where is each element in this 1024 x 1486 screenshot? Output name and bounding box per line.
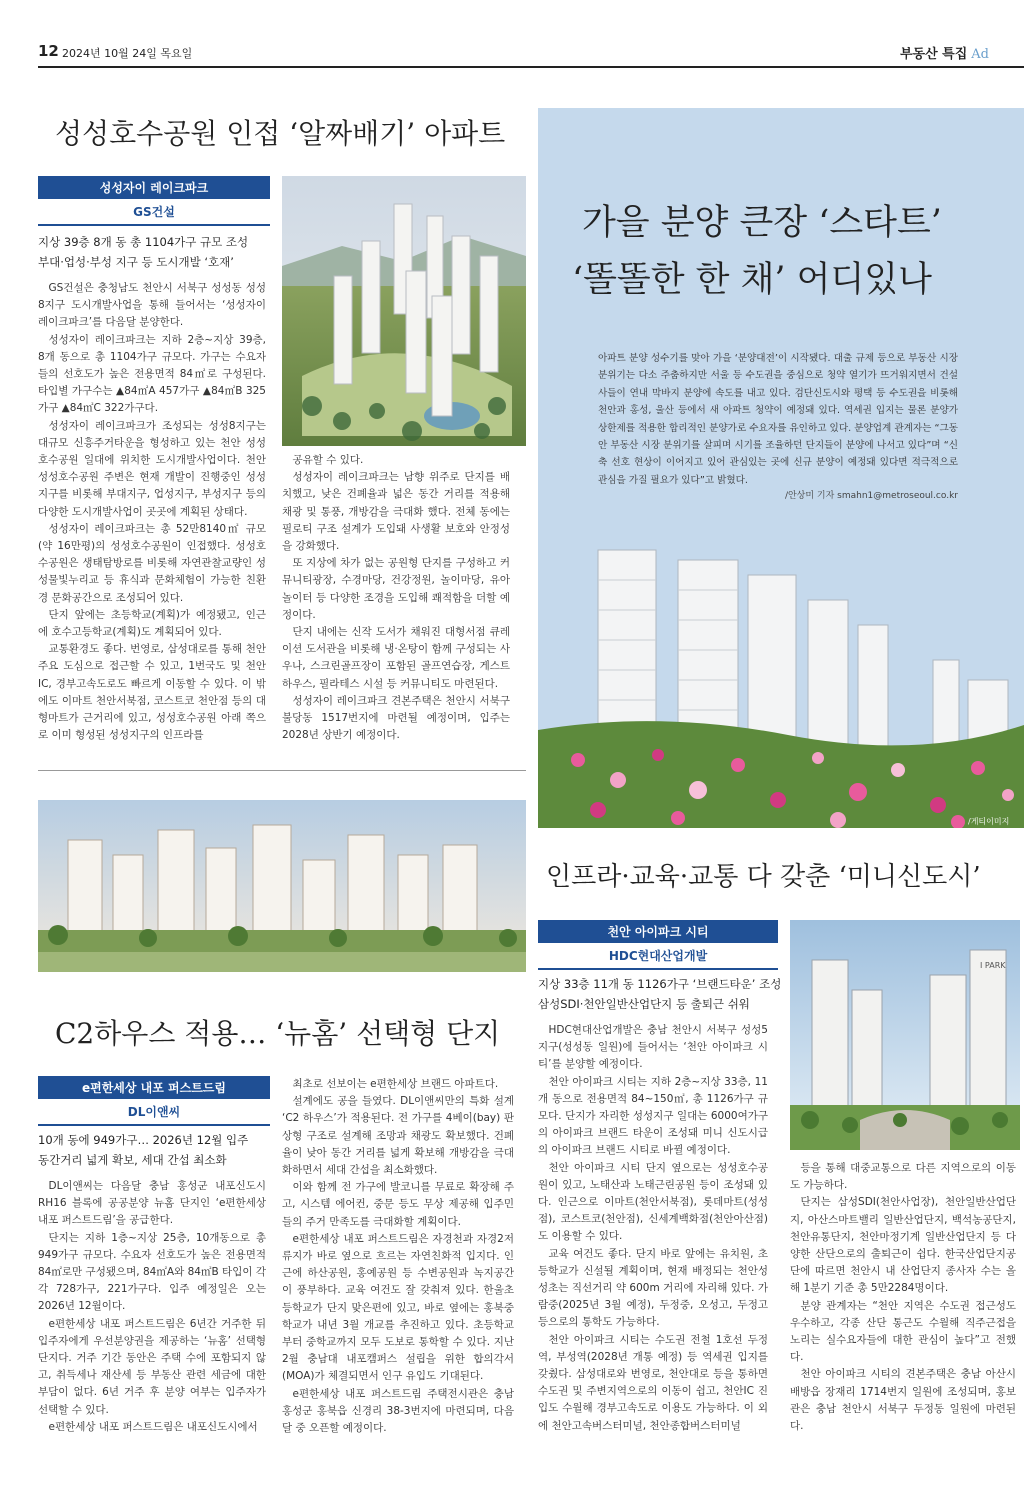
feature-photo: [538, 530, 1024, 828]
paragraph: e편한세상 내포 퍼스트드림은 내포신도시에서: [48, 1420, 258, 1433]
article-divider: [38, 770, 526, 771]
paragraph: 분양 관계자는 “천안 지역은 수도권 접근성도 우수하고, 각종 산단 통근도 수월해 직주근접을 노리는 실수요자들에 대한 관심이 높다”고 전했다.: [790, 1299, 1016, 1364]
article2-rendering-image: [38, 800, 526, 972]
article3-infobox: [538, 920, 778, 970]
article1-deck-line2: 부대·업성·부성 지구 등 도시개발 ‘호재’: [38, 255, 234, 269]
paragraph: 또 지상에 차가 없는 공원형 단지를 구성하고 커뮤니티광장, 수경마당, 건강정원, 놀이마당, 유아놀이터 등 다양한 조경을 도입해 쾌적함을 더할 예정이다.: [282, 557, 510, 621]
feature-headline-line1: 가을 분양 큰장 ‘스타트’: [582, 203, 942, 243]
paragraph: 성성자이 레이크파크는 총 52만8140㎡ 규모(약 16만평)의 성성호수공원이 인접했다. 성성호수공원은 생태탐방로를 비롯해 자연관찰교량인 성성물빛누리교 등 휴식과 문화체험이 가능한 친환경 문화공간으로 조성되어 있다.: [38, 522, 266, 604]
paragraph: 설계에도 공을 들였다. DL이앤씨만의 특화 설계 ‘C2 하우스’가 적용된다. 전 가구를 4베이(bay) 판상형 구조로 설계해 조망과 채광도 확보했다. 건폐율이 낮아 동간 거리를 넓게 확보해 개방감을 극대화하면서 세대 간섭을 최소화했다.: [282, 1095, 514, 1177]
feature-lead: 아파트 분양 성수기를 맞아 가을 ‘분양대전’이 시작됐다. 대출 규제 등으로 부동산 시장 분위기는 다소 주춤하지만 서울 등 수도권을 중심으로 청약 열기가 뜨거워지면서 건설사들이 연내 막바지 분양에 속도를 내고 있다. 검단신도시와 평택 등 수도권을 비롯해 천안과 홍성, 울산 등에서 새 아파트 청약이 예정돼 있다. 역세권 입지는 물론 분양가 상한제를 적용한 합리적인 분양가로 수요자를 유인하고 있다. 분양업계 관계자는 “그동안 부동산 시장 분위기를 살피며 시기를 조율하던 단지들이 분양에 나서고 있다”며 “신축 선호 현상이 이어지고 있어 관심있는 곳에 신규 분양이 예정돼 있다면 적극적으로 관심을 가질 필요가 있다”고 밝혔다.: [598, 353, 958, 486]
article1-col2: [282, 452, 510, 744]
iparak-facade-text: I PARK: [980, 961, 1006, 970]
section-name: 부동산 특집: [899, 47, 968, 62]
paragraph: DL이앤씨는 다음달 충남 홍성군 내포신도시 RH16 블록에 공공분양 뉴홈 단지인 ‘e편한세상 내포 퍼스트드림’을 공급한다.: [38, 1180, 266, 1227]
feature-headline-line2: ‘똘똘한 한 채’ 어디있나: [572, 260, 932, 300]
article2-headline: C2하우스 적용… ‘뉴홈’ 선택형 단지: [55, 1017, 501, 1050]
article1-headline: 성성호수공원 인접 ‘알짜배기’ 아파트: [55, 117, 506, 150]
paragraph: 교육 여건도 좋다. 단지 바로 앞에는 유치원, 초등학교가 신설될 계획이며, 현재 배정되는 천안성성초는 직선거리 약 600m 거리에 자리해 있다. 가람중(2025년 3월 예정), 두정중, 오성고, 두정고 등으로의 통학도 가능하다.: [538, 1247, 768, 1329]
article1-box-company: GS건설: [38, 199, 270, 226]
paragraph: 단지는 지하 1층~지상 25층, 10개동으로 총 949가구 규모다. 수요자 선호도가 높은 전용면적 84㎡로만 구성됐으며, 84㎡A와 84㎡B 타입이 각각 728가구, 221가구다. 입주 예정일은 오는 2026년 12월이다.: [38, 1231, 266, 1313]
article2-infobox: [38, 1076, 270, 1126]
paragraph: 단지 내에는 신작 도서가 채워진 대형서점 큐레이션 도서관을 비롯해 냉·온탕이 함께 구성되는 사우나, 스크린골프장이 포함된 골프연습장, 게스트하우스, 필라테스 시설 등 커뮤니티도 마련된다.: [282, 626, 510, 690]
paragraph: 천안 아이파크 시티의 견본주택은 충남 아산시 배방읍 장재리 1714번지 일원에 조성되며, 홍보관은 충남 천안시 서북구 두정동 일원에 마련된다.: [790, 1368, 1016, 1433]
paragraph: 천안 아이파크 시티는 수도권 전철 1호선 두정역, 부성역(2028년 개통 예정) 등 역세권 입지를 갖췄다. 삼성대로와 번영로, 천안대로 등을 통하면 수도권 및 주변지역으로의 이동이 쉽고, 천안IC 진입도 수월해 경부고속도로 이용도 가능하다. 이 외에 천안고속버스터미널, 천안종합버스터미널: [538, 1333, 768, 1432]
feature-photo-credit: /게티이미지: [968, 817, 1010, 826]
issue-date: 2024년 10월 24일 목요일: [62, 47, 193, 60]
paragraph: 단지는 삼성SDI(천안사업장), 천안일반산업단지, 아산스마트밸리 일반산업단지, 백석농공단지, 천안유통단지, 천안마정기계 일반산업단지 등 다양한 산단으로의 출퇴근이 쉽다. 한국산업단지공단에 따르면 천안시 내 산업단지 종사자 수는 올해 1분기 기준 총 5만2284명이다.: [790, 1196, 1016, 1295]
article3-rendering-image: [790, 920, 1020, 1150]
article3-box-company: HDC현대산업개발: [538, 943, 778, 970]
page-number: 12: [38, 42, 59, 60]
article2-deck-line1: 10개 동에 949가구… 2026년 12월 입주: [38, 1133, 249, 1147]
paragraph: 성성자이 레이크파크 견본주택은 천안시 서북구 불당동 1517번지에 마련될 예정이며, 입주는 2028년 상반기 예정이다.: [282, 694, 510, 742]
paragraph: e편한세상 내포 퍼스트드림은 자경천과 자경2저류지가 바로 옆으로 흐르는 자연친화적 입지다. 인근에 하산공원, 홍예공원 등 수변공원과 녹지공간이 풍부하다. 교육 여건도 잘 갖춰져 있다. 한울초등학교가 단지 맞은편에 있고, 바로 옆에는 홍북중학교가 내년 3월 개교를 추진하고 있다. 초등학교부터 중학교까지 모두 도보로 통학할 수 있다. 지난 2월 충남대 내포캠퍼스 설립을 위한 합의각서(MOA)가 체결되면서 인구 유입도 기대된다.: [282, 1232, 514, 1383]
paragraph: 성성자이 레이크파크가 조성되는 성성8지구는 대규모 신흥주거타운을 형성하고 있는 천안 성성호수공원 일대에 위치한 도시개발사업이다. 천안 성성호수공원 주변은 현재 개발이 진행중인 성성지구를 비롯해 부대지구, 업성지구, 부성지구 등의 다양한 도시개발사업이 곳곳에 계획된 상태다.: [38, 419, 266, 518]
article3-col2: [790, 1160, 1016, 1435]
article3-col1: [538, 1022, 768, 1435]
article2-box-title: e편한세상 내포 퍼스트드림: [38, 1076, 270, 1099]
article1-col1: [38, 280, 266, 744]
article3-deck-line1: 지상 33층 11개 동 1126가구 ‘브랜드타운’ 조성: [538, 977, 782, 991]
paragraph: 천안 아이파크 시티 단지 옆으로는 성성호수공원이 있고, 노태산과 노태근린공원 등이 조성돼 있다. 인근으로 이마트(천안서북점), 롯데마트(성성점), 코스트코(천안점), 신세계백화점(천안아산점) 도 이용할 수 있다.: [538, 1161, 768, 1243]
paragraph: 단지 앞에는 초등학교(계획)가 예정됐고, 인근에 호수고등학교(계획)도 계획되어 있다.: [38, 608, 266, 639]
article2-col2: [282, 1076, 514, 1437]
article2-box-company: DL이앤씨: [38, 1099, 270, 1126]
article3-deck-line2: 삼성SDI·천안일반산업단지 등 출퇴근 쉬워: [538, 997, 750, 1011]
article1-deck-line1: 지상 39층 8개 동 총 1104가구 규모 조성: [38, 235, 249, 249]
article1-infobox: [38, 176, 270, 226]
paragraph: 등을 통해 대중교통으로 다른 지역으로의 이동도 가능하다.: [790, 1162, 1016, 1192]
header-rule: [38, 66, 1024, 68]
article3-deck: [538, 974, 788, 1014]
paragraph: 천안 아이파크 시티는 지하 2층~지상 33층, 11개 동으로 전용면적 84~150㎡, 총 1126가구 규모다. 단지가 자리한 성성지구 일대는 6000여가구의 아이파크 브랜드 타운이 조성돼 미니 신도시급의 아이파크 브랜드 시티로 바뀔 예정이다.: [538, 1075, 768, 1157]
article2-deck-line2: 동간거리 넓게 확보, 세대 간섭 최소화: [38, 1153, 227, 1167]
paragraph: 교통환경도 좋다. 번영로, 삼성대로를 통해 천안 주요 도심으로 접근할 수 있고, 1번국도 및 천안IC, 경부고속도로도 빠르게 이동할 수 있다. 이 밖에도 이마트 천안서북점, 코스트코 천안점 등의 대형마트가 근거리에 있고, 성성호수공원 아래 쪽으로 이미 형성된 성성지구의 인프라를: [38, 643, 266, 742]
paragraph: 이와 함께 전 가구에 발코니를 무료로 확장해 주고, 시스템 에어컨, 중문 등도 무상 제공해 입주민들의 주거 만족도를 극대화할 계획이다.: [282, 1181, 514, 1228]
article2-deck: [38, 1130, 278, 1170]
paragraph: e편한세상 내포 퍼스트드림 주택전시관은 충남 홍성군 홍북읍 신경리 38-3번지에 마련되며, 다음달 중 오픈할 예정이다.: [282, 1387, 514, 1435]
paragraph: 성성자이 레이크파크는 지하 2층~지상 39층, 8개 동으로 총 1104가구 규모다. 가구는 수요자들의 선호도가 높은 전용면적 84㎡로 구성된다. 타입별 가구수는 ▲84㎡A 457가구 ▲84㎡B 325가구 ▲84㎡C 322가구다.: [38, 333, 266, 415]
paragraph: 최초로 선보이는 e편한세상 브랜드 아파트다.: [292, 1078, 499, 1090]
article1-deck: [38, 232, 278, 272]
ad-mark: Ad: [971, 47, 989, 62]
article3-headline: 인프라·교육·교통 다 갖춘 ‘미니신도시’: [546, 862, 981, 892]
article3-box-title: 천안 아이파크 시티: [538, 920, 778, 943]
article1-rendering-image: [282, 176, 526, 446]
article2-col1: [38, 1178, 266, 1436]
paragraph: 공유할 수 있다.: [292, 454, 364, 466]
article1-box-title: 성성자이 레이크파크: [38, 176, 270, 199]
paragraph: HDC현대산업개발은 충남 천안시 서북구 성성5지구(성성동 일원)에 들어서는 ‘천안 아이파크 시티’를 분양할 예정이다.: [538, 1024, 768, 1071]
section-label: [900, 43, 989, 62]
paragraph: GS건설은 충청남도 천안시 서북구 성성동 성성8지구 도시개발사업을 통해 들어서는 ‘성성자이 레이크파크’를 다음달 분양한다.: [38, 282, 266, 329]
paragraph: 성성자이 레이크파크는 남향 위주로 단지를 배치했고, 낮은 건폐율과 넓은 동간 거리를 적용해 채광 및 통풍, 개방감을 극대화 했다. 전체 동에는 필로티 구조 설계가 도입돼 사생활 보호와 안정성을 강화했다.: [282, 471, 510, 553]
paragraph: e편한세상 내포 퍼스트드림은 6년간 거주한 뒤 입주자에게 우선분양권을 제공하는 ‘뉴홈’ 선택형 단지다. 거주 기간 동안은 주택 수에 포함되지 않고, 취득세나 재산세 등 부동산 관련 세금에 대한 부담이 없다. 6년 거주 후 분양 여부는 입주자가 선택할 수 있다.: [38, 1317, 266, 1416]
feature-byline: /안상미 기자 smahn1@metroseoul.co.kr: [784, 491, 958, 501]
